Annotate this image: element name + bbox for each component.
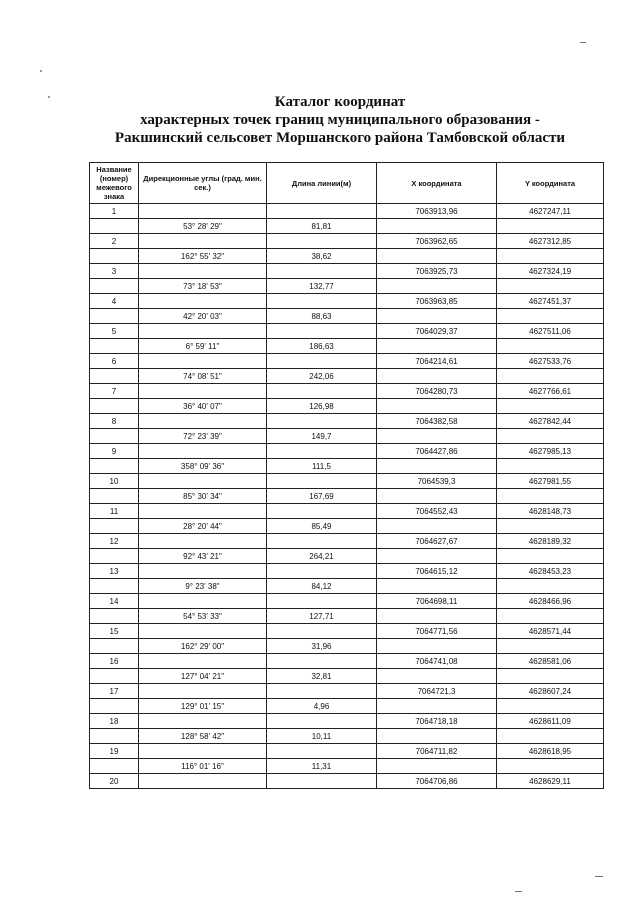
cell-x-coordinate [377, 729, 497, 744]
cell-point-number [90, 609, 139, 624]
cell-point-number [90, 669, 139, 684]
cell-direction-angle: 74° 08' 51" [139, 369, 267, 384]
cell-x-coordinate [377, 249, 497, 264]
scan-speck [48, 96, 50, 98]
cell-x-coordinate: 7064029,37 [377, 324, 497, 339]
cell-point-number: 7 [90, 384, 139, 399]
cell-line-length: 81,81 [267, 219, 377, 234]
cell-point-number: 1 [90, 204, 139, 219]
cell-point-number [90, 399, 139, 414]
cell-x-coordinate [377, 279, 497, 294]
cell-line-length: 149,7 [267, 429, 377, 444]
cell-direction-angle [139, 684, 267, 699]
cell-direction-angle: 42° 20' 03" [139, 309, 267, 324]
cell-line-length: 132,77 [267, 279, 377, 294]
cell-x-coordinate: 7064706,86 [377, 774, 497, 789]
cell-x-coordinate: 7063913,96 [377, 204, 497, 219]
cell-direction-angle: 92° 43' 21" [139, 549, 267, 564]
table-row [90, 639, 604, 654]
table-body [90, 204, 604, 789]
cell-point-number [90, 219, 139, 234]
cell-point-number [90, 549, 139, 564]
cell-y-coordinate: 4628629,11 [497, 774, 604, 789]
cell-direction-angle [139, 264, 267, 279]
cell-direction-angle: 162° 29' 00" [139, 639, 267, 654]
cell-direction-angle [139, 594, 267, 609]
cell-direction-angle [139, 444, 267, 459]
table-row [90, 669, 604, 684]
cell-y-coordinate [497, 429, 604, 444]
table-row [90, 594, 604, 609]
header-x-coordinate: X координата [377, 163, 497, 204]
cell-line-length [267, 774, 377, 789]
cell-direction-angle: 28° 20' 44" [139, 519, 267, 534]
cell-line-length [267, 654, 377, 669]
cell-point-number [90, 759, 139, 774]
cell-line-length: 32,81 [267, 669, 377, 684]
cell-x-coordinate [377, 219, 497, 234]
cell-y-coordinate [497, 459, 604, 474]
table-row [90, 294, 604, 309]
cell-point-number: 14 [90, 594, 139, 609]
cell-line-length: 4,96 [267, 699, 377, 714]
cell-point-number [90, 459, 139, 474]
cell-direction-angle [139, 474, 267, 489]
table-row [90, 624, 604, 639]
cell-x-coordinate: 7064615,12 [377, 564, 497, 579]
cell-direction-angle [139, 774, 267, 789]
cell-y-coordinate [497, 279, 604, 294]
cell-point-number: 4 [90, 294, 139, 309]
table-row [90, 714, 604, 729]
cell-line-length [267, 684, 377, 699]
header-point-number: Название (номер) межевого знака [90, 163, 139, 204]
cell-line-length [267, 534, 377, 549]
cell-x-coordinate [377, 369, 497, 384]
cell-direction-angle [139, 504, 267, 519]
cell-point-number: 12 [90, 534, 139, 549]
cell-point-number: 13 [90, 564, 139, 579]
table-row [90, 549, 604, 564]
cell-direction-angle [139, 624, 267, 639]
table-row [90, 264, 604, 279]
table-row [90, 234, 604, 249]
cell-x-coordinate [377, 639, 497, 654]
table-row [90, 354, 604, 369]
cell-line-length [267, 294, 377, 309]
cell-x-coordinate: 7064698,11 [377, 594, 497, 609]
table-row [90, 654, 604, 669]
cell-x-coordinate [377, 699, 497, 714]
cell-direction-angle: 72° 23' 39" [139, 429, 267, 444]
table-row [90, 429, 604, 444]
cell-direction-angle: 116° 01' 16" [139, 759, 267, 774]
cell-point-number: 15 [90, 624, 139, 639]
header-direction-angle: Дирекционные углы (град. мин. сек.) [139, 163, 267, 204]
cell-line-length [267, 324, 377, 339]
cell-x-coordinate: 7064721,3 [377, 684, 497, 699]
cell-direction-angle [139, 534, 267, 549]
cell-direction-angle: 127° 04' 21" [139, 669, 267, 684]
cell-direction-angle [139, 654, 267, 669]
cell-y-coordinate: 4628466,96 [497, 594, 604, 609]
cell-direction-angle [139, 714, 267, 729]
cell-point-number [90, 249, 139, 264]
cell-line-length [267, 564, 377, 579]
cell-line-length [267, 234, 377, 249]
cell-line-length [267, 384, 377, 399]
cell-y-coordinate: 4627766,61 [497, 384, 604, 399]
cell-y-coordinate: 4627533,76 [497, 354, 604, 369]
cell-y-coordinate [497, 729, 604, 744]
cell-direction-angle [139, 414, 267, 429]
cell-point-number: 17 [90, 684, 139, 699]
table-row [90, 324, 604, 339]
cell-y-coordinate: 4628189,32 [497, 534, 604, 549]
cell-x-coordinate [377, 609, 497, 624]
cell-y-coordinate: 4628618,95 [497, 744, 604, 759]
cell-x-coordinate [377, 339, 497, 354]
cell-point-number [90, 279, 139, 294]
cell-direction-angle: 9° 23' 38" [139, 579, 267, 594]
cell-x-coordinate [377, 669, 497, 684]
cell-direction-angle [139, 324, 267, 339]
cell-y-coordinate [497, 309, 604, 324]
table-row [90, 474, 604, 489]
table-row [90, 744, 604, 759]
cell-point-number [90, 489, 139, 504]
table-row [90, 504, 604, 519]
cell-line-length [267, 204, 377, 219]
table-row [90, 459, 604, 474]
cell-line-length [267, 444, 377, 459]
cell-y-coordinate: 4628453,23 [497, 564, 604, 579]
cell-line-length [267, 264, 377, 279]
cell-point-number: 6 [90, 354, 139, 369]
title-line-1: Каталог координат [274, 94, 406, 110]
cell-line-length: 84,12 [267, 579, 377, 594]
cell-point-number [90, 579, 139, 594]
cell-x-coordinate [377, 759, 497, 774]
cell-point-number [90, 339, 139, 354]
cell-point-number: 20 [90, 774, 139, 789]
cell-x-coordinate [377, 399, 497, 414]
cell-y-coordinate: 4627985,13 [497, 444, 604, 459]
cell-line-length [267, 714, 377, 729]
cell-point-number: 9 [90, 444, 139, 459]
cell-point-number [90, 639, 139, 654]
table-row [90, 699, 604, 714]
scan-speck [580, 42, 586, 43]
cell-y-coordinate: 4628148,73 [497, 504, 604, 519]
cell-point-number: 5 [90, 324, 139, 339]
cell-x-coordinate: 7063962,65 [377, 234, 497, 249]
cell-x-coordinate: 7064214,61 [377, 354, 497, 369]
cell-direction-angle: 85° 30' 34" [139, 489, 267, 504]
table-header-row [90, 163, 604, 204]
cell-point-number [90, 729, 139, 744]
cell-y-coordinate [497, 549, 604, 564]
cell-y-coordinate [497, 579, 604, 594]
cell-line-length: 31,96 [267, 639, 377, 654]
table-row [90, 399, 604, 414]
cell-x-coordinate: 7064427,86 [377, 444, 497, 459]
cell-direction-angle: 129° 01' 15" [139, 699, 267, 714]
cell-direction-angle [139, 744, 267, 759]
cell-point-number: 10 [90, 474, 139, 489]
cell-x-coordinate: 7064771,56 [377, 624, 497, 639]
cell-x-coordinate: 7064552,43 [377, 504, 497, 519]
cell-line-length [267, 414, 377, 429]
cell-y-coordinate [497, 669, 604, 684]
cell-line-length: 10,11 [267, 729, 377, 744]
table-row [90, 489, 604, 504]
table-row [90, 249, 604, 264]
cell-direction-angle: 73° 18' 53" [139, 279, 267, 294]
cell-line-length: 11,31 [267, 759, 377, 774]
cell-line-length: 167,69 [267, 489, 377, 504]
cell-x-coordinate: 7064711,82 [377, 744, 497, 759]
cell-x-coordinate [377, 519, 497, 534]
cell-point-number: 18 [90, 714, 139, 729]
cell-x-coordinate: 7063963,85 [377, 294, 497, 309]
cell-point-number: 19 [90, 744, 139, 759]
cell-point-number [90, 309, 139, 324]
table-row [90, 684, 604, 699]
cell-y-coordinate: 4627451,37 [497, 294, 604, 309]
cell-y-coordinate [497, 639, 604, 654]
table-row [90, 774, 604, 789]
cell-y-coordinate: 4627312,85 [497, 234, 604, 249]
cell-line-length: 186,63 [267, 339, 377, 354]
table-row [90, 609, 604, 624]
table-row [90, 414, 604, 429]
catalog-title [60, 93, 620, 147]
cell-direction-angle [139, 294, 267, 309]
coordinate-catalog-table [89, 162, 604, 789]
cell-direction-angle: 358° 09' 36" [139, 459, 267, 474]
cell-x-coordinate [377, 309, 497, 324]
title-line-2: характерных точек границ муниципального образования - [140, 112, 540, 128]
table-row [90, 444, 604, 459]
cell-x-coordinate [377, 579, 497, 594]
table-row [90, 519, 604, 534]
cell-line-length [267, 624, 377, 639]
cell-x-coordinate: 7064718,18 [377, 714, 497, 729]
cell-y-coordinate [497, 759, 604, 774]
cell-direction-angle: 162° 55' 32" [139, 249, 267, 264]
cell-point-number [90, 369, 139, 384]
table-row [90, 369, 604, 384]
header-y-coordinate: Y координата [497, 163, 604, 204]
cell-y-coordinate: 4628571,44 [497, 624, 604, 639]
table-row [90, 579, 604, 594]
cell-direction-angle [139, 234, 267, 249]
cell-line-length [267, 474, 377, 489]
cell-point-number: 11 [90, 504, 139, 519]
table-row [90, 339, 604, 354]
table-row [90, 759, 604, 774]
cell-point-number: 8 [90, 414, 139, 429]
cell-line-length: 242,06 [267, 369, 377, 384]
cell-x-coordinate: 7063925,73 [377, 264, 497, 279]
scan-speck [515, 891, 522, 892]
cell-direction-angle [139, 384, 267, 399]
table-row [90, 384, 604, 399]
cell-line-length [267, 504, 377, 519]
cell-line-length: 88,63 [267, 309, 377, 324]
cell-line-length [267, 594, 377, 609]
title-line-3: Ракшинский сельсовет Моршанского района Тамбовской области [114, 130, 566, 146]
cell-point-number: 16 [90, 654, 139, 669]
scan-speck [595, 876, 603, 877]
cell-direction-angle [139, 354, 267, 369]
cell-y-coordinate [497, 609, 604, 624]
cell-y-coordinate [497, 489, 604, 504]
cell-direction-angle [139, 564, 267, 579]
table-row [90, 309, 604, 324]
cell-x-coordinate: 7064280,73 [377, 384, 497, 399]
header-line-length: Длина линии(м) [267, 163, 377, 204]
cell-direction-angle [139, 204, 267, 219]
cell-x-coordinate: 7064627,67 [377, 534, 497, 549]
cell-line-length: 111,5 [267, 459, 377, 474]
cell-line-length: 264,21 [267, 549, 377, 564]
cell-direction-angle: 128° 58' 42" [139, 729, 267, 744]
cell-y-coordinate: 4628607,24 [497, 684, 604, 699]
cell-point-number: 3 [90, 264, 139, 279]
cell-line-length: 126,98 [267, 399, 377, 414]
cell-point-number [90, 699, 139, 714]
cell-direction-angle: 6° 59' 11" [139, 339, 267, 354]
cell-y-coordinate: 4628581,06 [497, 654, 604, 669]
cell-line-length: 85,49 [267, 519, 377, 534]
cell-y-coordinate: 4627247,11 [497, 204, 604, 219]
table-row [90, 534, 604, 549]
cell-x-coordinate [377, 489, 497, 504]
cell-y-coordinate [497, 339, 604, 354]
cell-y-coordinate: 4628611,09 [497, 714, 604, 729]
cell-line-length: 38,62 [267, 249, 377, 264]
cell-point-number [90, 429, 139, 444]
cell-x-coordinate: 7064741,08 [377, 654, 497, 669]
cell-y-coordinate [497, 399, 604, 414]
table-row [90, 564, 604, 579]
cell-x-coordinate [377, 429, 497, 444]
cell-direction-angle: 36° 40' 07" [139, 399, 267, 414]
cell-line-length [267, 354, 377, 369]
cell-point-number: 2 [90, 234, 139, 249]
cell-x-coordinate: 7064539,3 [377, 474, 497, 489]
table-row [90, 729, 604, 744]
cell-y-coordinate: 4627324,19 [497, 264, 604, 279]
cell-y-coordinate [497, 369, 604, 384]
table-row [90, 219, 604, 234]
scan-speck [40, 70, 42, 72]
cell-y-coordinate [497, 249, 604, 264]
cell-point-number [90, 519, 139, 534]
table-row [90, 204, 604, 219]
cell-direction-angle: 53° 28' 29" [139, 219, 267, 234]
cell-line-length: 127,71 [267, 609, 377, 624]
cell-y-coordinate [497, 519, 604, 534]
cell-y-coordinate: 4627842,44 [497, 414, 604, 429]
table-row [90, 279, 604, 294]
cell-y-coordinate [497, 699, 604, 714]
cell-direction-angle: 54° 53' 33" [139, 609, 267, 624]
cell-line-length [267, 744, 377, 759]
cell-x-coordinate [377, 549, 497, 564]
cell-y-coordinate: 4627981,55 [497, 474, 604, 489]
cell-y-coordinate: 4627511,06 [497, 324, 604, 339]
cell-y-coordinate [497, 219, 604, 234]
cell-x-coordinate [377, 459, 497, 474]
cell-x-coordinate: 7064382,58 [377, 414, 497, 429]
